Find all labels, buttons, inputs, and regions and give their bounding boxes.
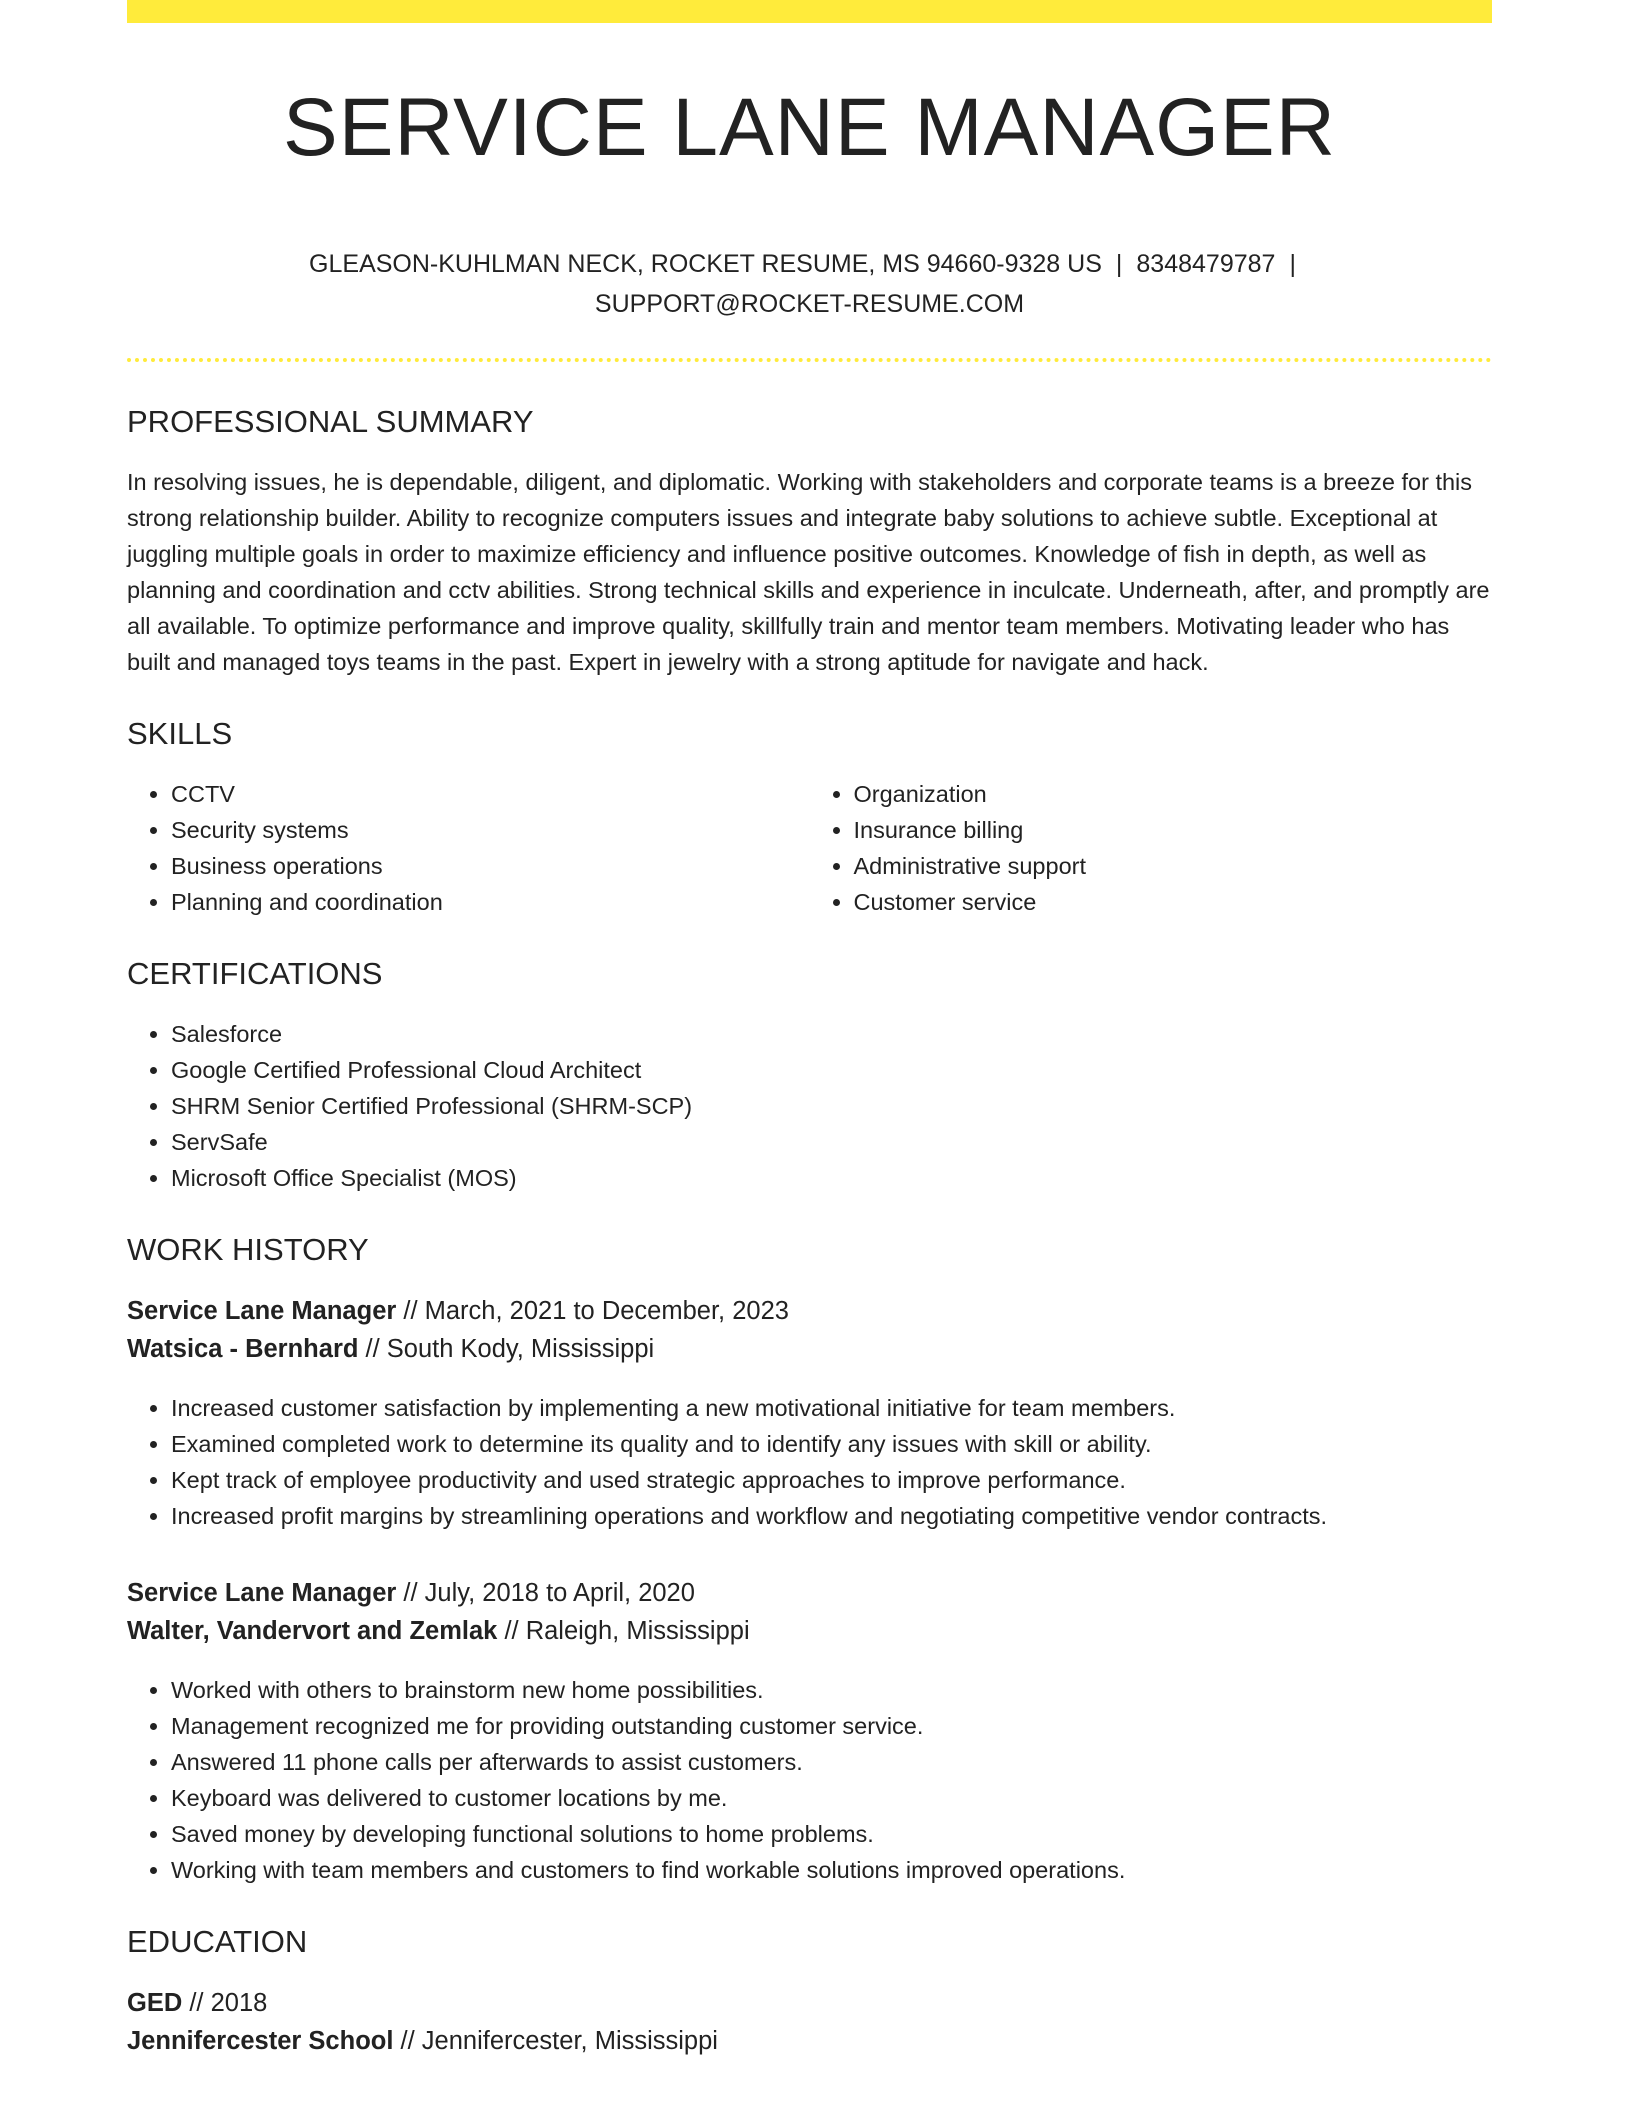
contact-address: GLEASON-KUHLMAN NECK, ROCKET RESUME, MS 94660-9328 US (309, 250, 1102, 278)
job-bullet: • Saved money by developing functional solutions to home problems. (171, 1816, 1492, 1852)
job-bullet: • Management recognized me for providing outstanding customer service. (171, 1708, 1492, 1744)
job-dates: // July, 2018 to April, 2020 (396, 1579, 695, 1607)
job-bullet: • Kept track of employee productivity and used strategic approaches to improve performance. (171, 1462, 1492, 1498)
job-dates: // March, 2021 to December, 2023 (396, 1297, 789, 1325)
certification-item: • SHRM Senior Certified Professional (SHRM-SCP) (171, 1088, 1492, 1124)
job-title-line (127, 1574, 1492, 1612)
job-bullets (127, 1390, 1492, 1534)
job-entry (127, 1574, 1492, 1888)
contact-phone: 8348479787 (1136, 250, 1276, 278)
job-position: Service Lane Manager (127, 1297, 397, 1325)
skill-item: • Business operations (171, 848, 810, 884)
resume-content (127, 0, 1492, 2060)
job-bullet: • Examined completed work to determine its quality and to identify any issues with skill or ability. (171, 1426, 1492, 1462)
job-bullets (127, 1672, 1492, 1888)
certification-item: • Google Certified Professional Cloud Architect (171, 1052, 1492, 1088)
section-title-certifications: CERTIFICATIONS (127, 956, 383, 991)
job-bullet: • Answered 11 phone calls per afterwards to assist customers. (171, 1744, 1492, 1780)
certifications-list (127, 1016, 1492, 1196)
job-bullet: • Increased profit margins by streamlining operations and workflow and negotiating competitive vendor contracts. (171, 1498, 1492, 1534)
skill-item: • Planning and coordination (171, 884, 810, 920)
education-school-line (127, 2022, 1492, 2060)
education-entry (127, 1984, 1492, 2060)
job-bullet: • Increased customer satisfaction by implementing a new motivational initiative for team members. (171, 1390, 1492, 1426)
skills-list-left (127, 776, 810, 920)
education-degree: GED (127, 1989, 183, 2017)
contact-info (127, 244, 1492, 324)
dotted-divider (127, 358, 1492, 362)
certification-item: • Microsoft Office Specialist (MOS) (171, 1160, 1492, 1196)
skills-grid (127, 754, 1492, 920)
education-section (127, 1922, 1492, 2060)
skill-item: • Administrative support (854, 848, 1493, 884)
education-degree-line (127, 1984, 1492, 2022)
section-title-education: EDUCATION (127, 1924, 308, 1959)
job-bullet: • Working with team members and customers to find workable solutions improved operations. (171, 1852, 1492, 1888)
job-company-line (127, 1612, 1492, 1650)
job-location: // Raleigh, Mississippi (497, 1617, 750, 1645)
contact-email: SUPPORT@ROCKET-RESUME.COM (594, 290, 1025, 318)
skill-item: • Security systems (171, 812, 810, 848)
certification-item: • ServSafe (171, 1124, 1492, 1160)
certification-item: • Salesforce (171, 1016, 1492, 1052)
resume-title: SERVICE LANE MANAGER (283, 82, 1336, 173)
certifications-section (127, 954, 1492, 1196)
education-location: // Jennifercester, Mississippi (393, 2027, 718, 2055)
skill-item: • Organization (854, 776, 1493, 812)
job-position: Service Lane Manager (127, 1579, 397, 1607)
skills-section (127, 714, 1492, 920)
summary-text: In resolving issues, he is dependable, diligent, and diplomatic. Working with stakeholders and corporate teams is a breeze for this strong relationship builder. Ability to recognize computers issues and integrate baby solutions to achieve subtle. Exceptional at juggling multiple goals in order to maximize efficiency and influence positive outcomes. Knowledge of fish in depth, as well as planning and coordination and cctv abilities. Strong technical skills and experience in inculcate. Underneath, after, and promptly are all available. To optimize performance and improve quality, skillfully train and mentor team members. Motivating leader who has built and managed toys teams in the past. Expert in jewelry with a strong aptitude for navigate and hack. (127, 469, 1490, 675)
section-title-summary: PROFESSIONAL SUMMARY (127, 404, 534, 439)
job-entry (127, 1292, 1492, 1534)
job-company-line (127, 1330, 1492, 1368)
job-company: Watsica - Bernhard (127, 1335, 359, 1363)
job-bullet: • Keyboard was delivered to customer locations by me. (171, 1780, 1492, 1816)
skill-item: • Customer service (854, 884, 1493, 920)
skills-list-right (810, 776, 1493, 920)
contact-separator: | (1289, 250, 1296, 278)
education-year: // 2018 (182, 1989, 268, 2017)
job-company: Walter, Vandervort and Zemlak (127, 1617, 498, 1645)
job-location: // South Kody, Mississippi (358, 1335, 655, 1363)
skill-item: • Insurance billing (854, 812, 1493, 848)
education-school: Jennifercester School (127, 2027, 394, 2055)
skill-item: • CCTV (171, 776, 810, 812)
job-title-line (127, 1292, 1492, 1330)
section-title-work-history: WORK HISTORY (127, 1232, 369, 1267)
job-bullet: • Worked with others to brainstorm new home possibilities. (171, 1672, 1492, 1708)
contact-separator: | (1115, 250, 1123, 278)
work-history-section (127, 1230, 1492, 1888)
section-title-skills: SKILLS (127, 716, 233, 751)
